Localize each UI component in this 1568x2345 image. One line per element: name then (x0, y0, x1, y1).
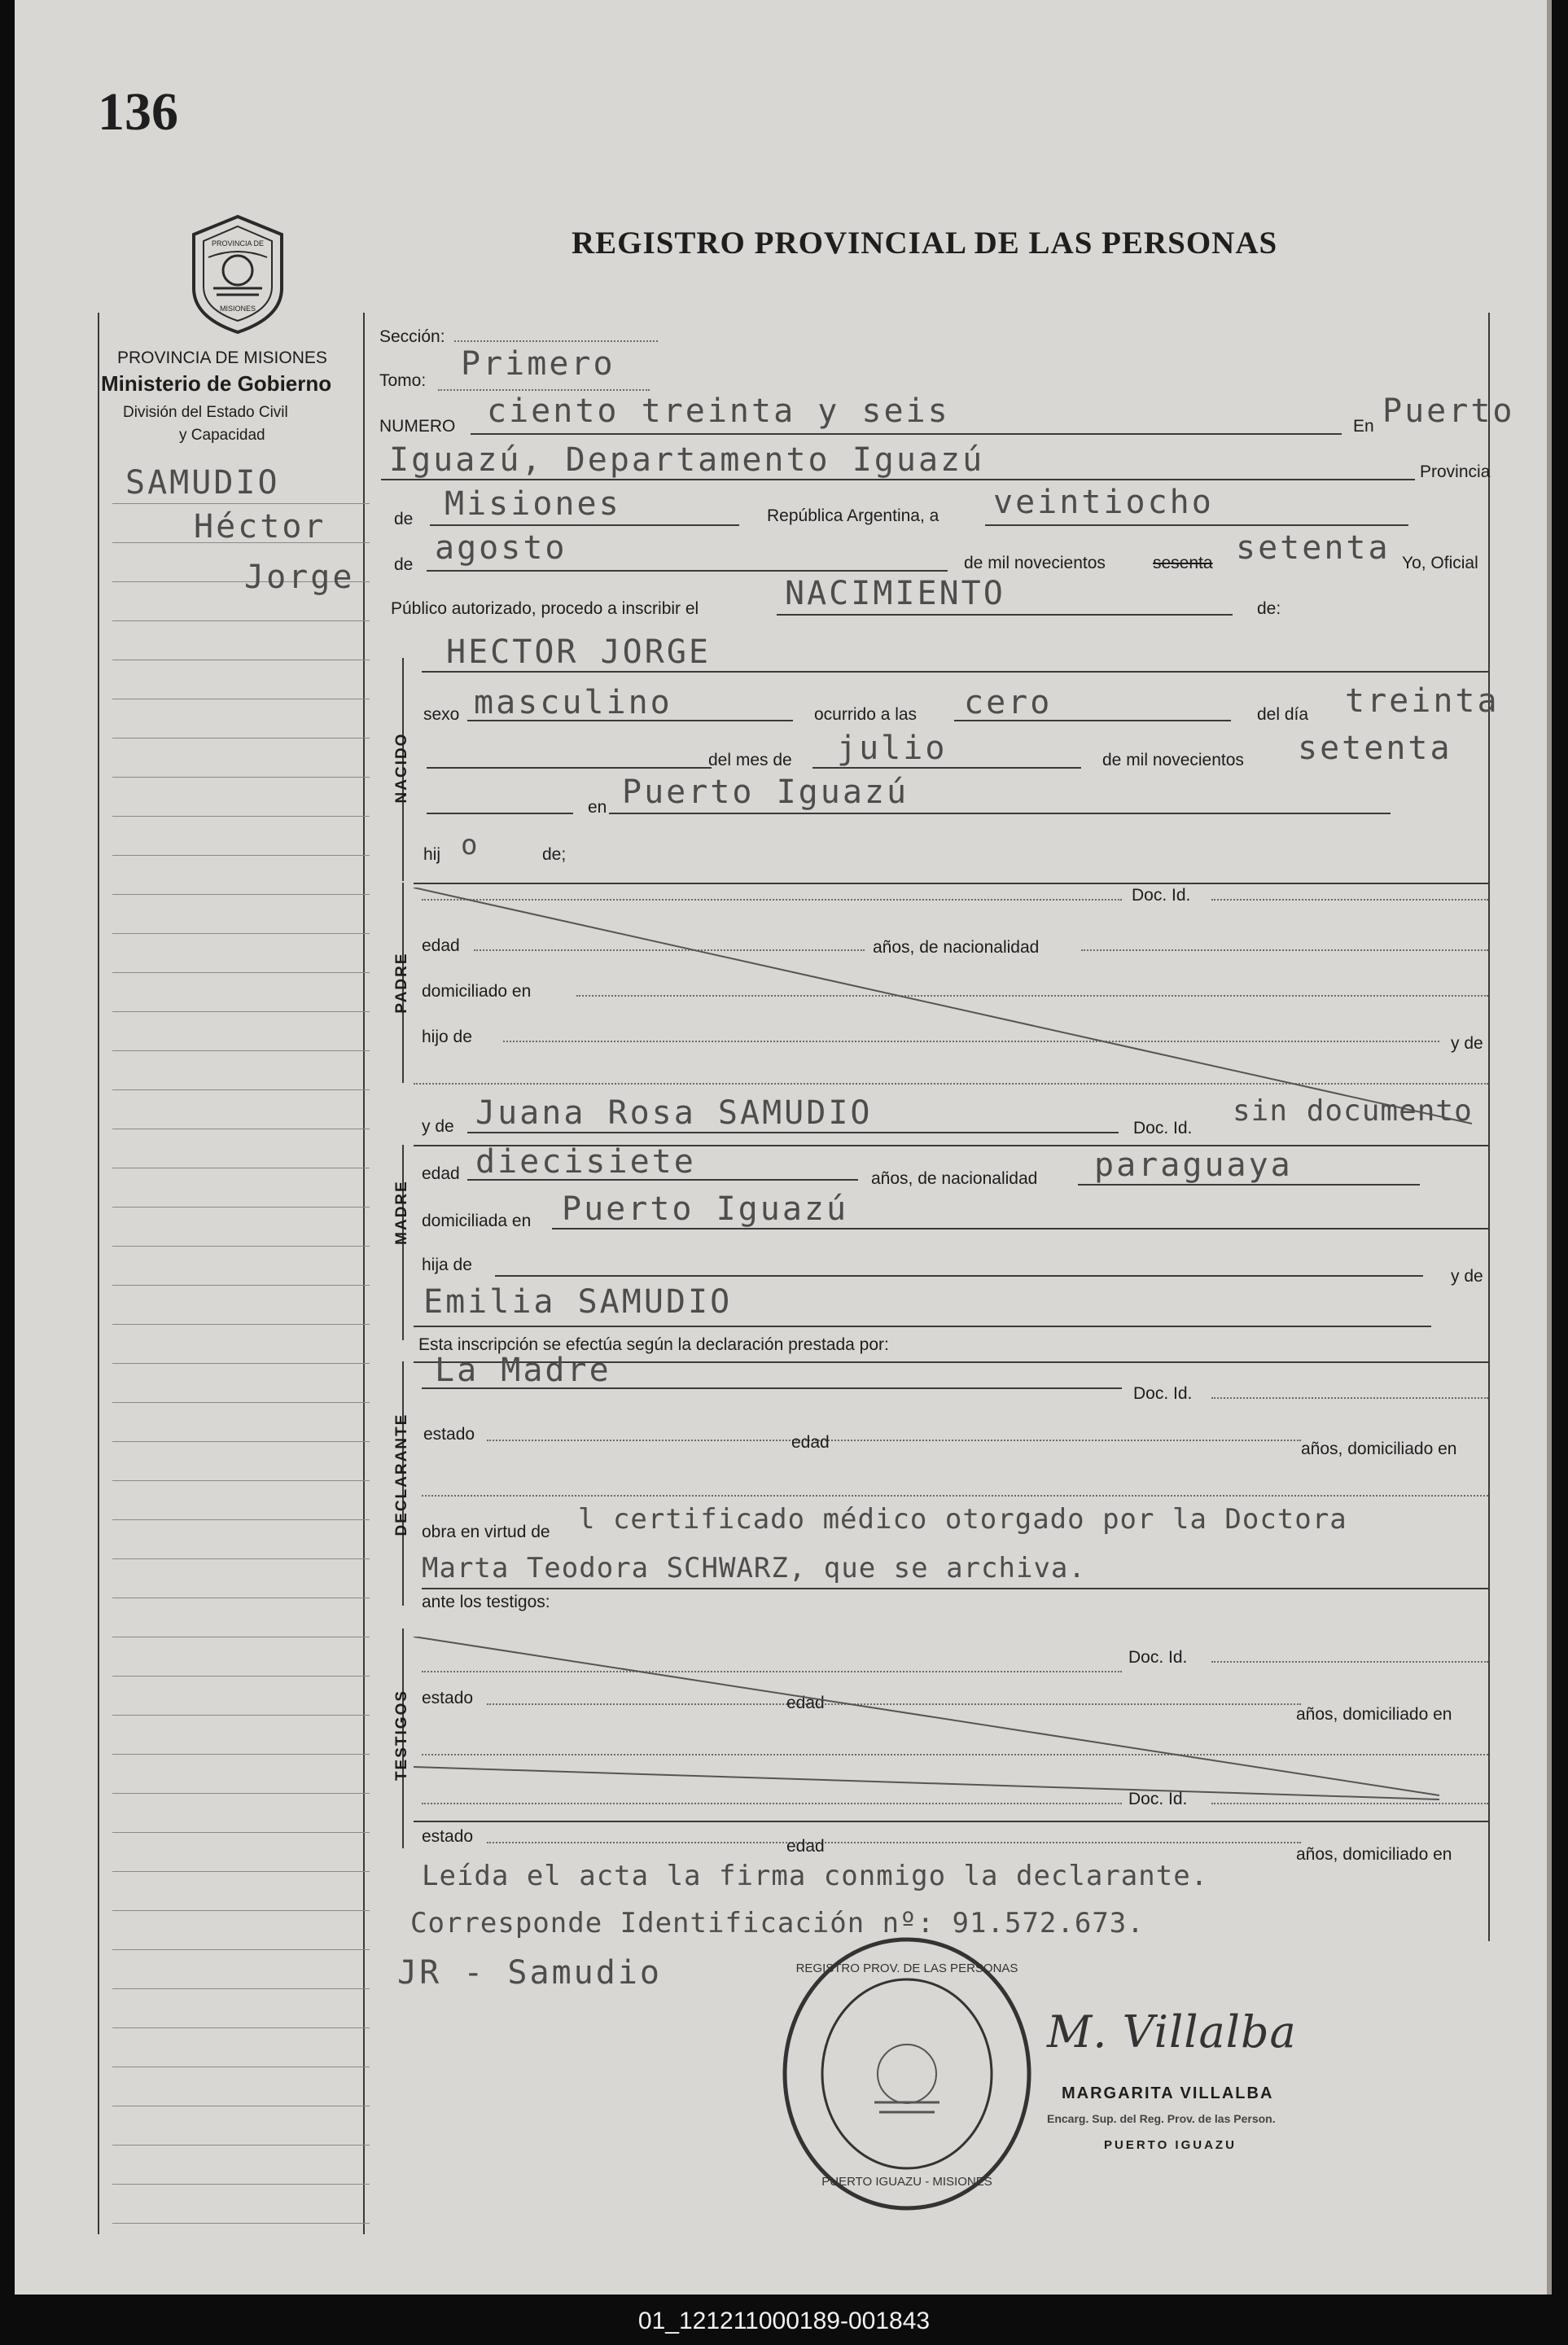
declarante-edad-label: edad (791, 1433, 830, 1452)
acto-value: NACIMIENTO (785, 575, 1005, 612)
en-value: Puerto (1382, 392, 1515, 430)
madre-edad-value: diecisiete (475, 1143, 696, 1181)
de-mil2-label: de mil novecientos (1102, 751, 1244, 769)
de-semicolon-label: de; (542, 845, 567, 864)
declarante-estado-label: estado (423, 1425, 475, 1444)
seccion-label: Sección: (379, 327, 445, 346)
lugar-value: Puerto Iguazú (622, 774, 909, 811)
esta-inscripcion-label: Esta inscripción se efectúa según la declaración prestada por: (418, 1335, 889, 1354)
testigo1-edad-label: edad (786, 1694, 825, 1712)
officer-role: Encarg. Sup. del Reg. Prov. de las Person. (1047, 2112, 1276, 2125)
testigo2-edad-label: edad (786, 1837, 825, 1856)
padre-y-de-label: y de (1451, 1034, 1483, 1053)
firma-declarante: JR - Samudio (397, 1954, 662, 1992)
seal-text-top: PROVINCIA DE (211, 239, 265, 248)
madre-nombre-value: Juana Rosa SAMUDIO (475, 1094, 873, 1132)
madre-nac-label: años, de nacionalidad (871, 1169, 1038, 1188)
testigo2-estado-label: estado (422, 1827, 474, 1846)
declarante-doc-label: Doc. Id. (1133, 1384, 1193, 1403)
label-padre: PADRE (393, 952, 410, 1014)
declarante-value: La Madre (435, 1352, 611, 1389)
margin-surname: SAMUDIO (125, 464, 280, 502)
ocurrido-label: ocurrido a las (814, 705, 918, 724)
page-title: REGISTRO PROVINCIAL DE LAS PERSONAS (572, 226, 1278, 261)
padre-hijo-de-label: hijo de (422, 1028, 472, 1046)
column-divider (363, 313, 365, 2234)
testigo1-anos-label: años, domiciliado en (1296, 1705, 1452, 1724)
leida-value: Leída el acta la firma conmigo la declarante. (422, 1860, 1209, 1892)
en2-label: en (588, 798, 607, 817)
madre-hija-de-label: hija de (422, 1256, 472, 1274)
anio-value: setenta (1298, 730, 1452, 767)
institution-line1: PROVINCIA DE MISIONES (117, 348, 327, 367)
ante-label: ante los testigos: (422, 1593, 550, 1611)
nombre-value: HECTOR JORGE (446, 633, 711, 671)
madre-y-de-label: y de (422, 1117, 454, 1136)
anio-registro-value: setenta (1236, 529, 1391, 567)
madre-domicilio-label: domiciliada en (422, 1212, 532, 1230)
right-border (1488, 313, 1490, 1941)
obra-line1-value: l certificado médico otorgado por la Doctora (578, 1503, 1347, 1536)
numero-label: NUMERO (379, 417, 456, 436)
sexo-label: sexo (423, 705, 460, 724)
republica-label: República Argentina, a (767, 506, 939, 525)
ciudad-value: Iguazú, Departamento Iguazú (389, 441, 985, 479)
numero-value: ciento treinta y seis (487, 392, 950, 430)
label-testigos: TESTIGOS (393, 1689, 410, 1782)
provincial-seal-icon (184, 213, 291, 335)
dia-registro-value: veintiocho (993, 484, 1214, 521)
madre-edad-label: edad (422, 1164, 460, 1183)
margin-second-name: Jorge (244, 559, 355, 596)
hij-suffix-value: o (461, 829, 480, 861)
madre-doc-value: sin documento (1233, 1094, 1473, 1128)
del-mes-label: del mes de (708, 751, 792, 769)
image-caption: 01_121211000189-001843 (637, 2308, 931, 2334)
madre-doc-label: Doc. Id. (1133, 1119, 1193, 1137)
abuela-value: Emilia SAMUDIO (423, 1283, 733, 1321)
obra-line2-value: Marta Teodora SCHWARZ, que se archiva. (422, 1552, 1086, 1585)
padre-edad-label: edad (422, 936, 460, 955)
registry-page (15, 0, 1552, 2295)
del-dia-label: del día (1257, 705, 1309, 724)
seal-text-bottom: MISIONES (219, 305, 256, 313)
de-mil-label: de mil novecientos (964, 554, 1106, 572)
officer-place: PUERTO IGUAZU (1104, 2138, 1237, 2152)
padre-domicilio-label: domiciliado en (422, 982, 532, 1001)
label-nacido: NACIDO (393, 732, 410, 804)
testigo2-anos-label: años, domiciliado en (1296, 1845, 1452, 1864)
mes-value: julio (837, 730, 948, 767)
institution-line2: Ministerio de Gobierno (101, 371, 332, 396)
institution-line4: y Capacidad (179, 427, 265, 444)
madre-domicilio-value: Puerto Iguazú (562, 1190, 849, 1228)
label-declarante: DECLARANTE (393, 1413, 410, 1536)
de-colon-label: de: (1257, 599, 1281, 618)
officer-signature: M. Villalba (1047, 2006, 1297, 2058)
official-stamp (777, 1931, 1037, 2216)
sexo-value: masculino (474, 684, 672, 721)
margin-first-name: Héctor (194, 508, 326, 546)
testigo2-doc-label: Doc. Id. (1128, 1790, 1188, 1808)
tomo-label: Tomo: (379, 371, 427, 390)
institution-line3: División del Estado Civil (123, 404, 288, 421)
hij-label: hij (423, 845, 441, 864)
padre-nac-label: años, de nacionalidad (873, 938, 1040, 957)
obra-label: obra en virtud de (422, 1523, 550, 1541)
testigo1-doc-label: Doc. Id. (1128, 1648, 1188, 1667)
stamp-text-outer: REGISTRO PROV. DE LAS PERSONAS (795, 1961, 1018, 1975)
madre-nac-value: paraguaya (1094, 1146, 1293, 1184)
tomo-value: Primero (461, 345, 615, 383)
dia-value: treinta (1345, 682, 1500, 720)
de2-label: de (394, 555, 414, 574)
testigo1-estado-label: estado (422, 1689, 474, 1707)
provincia-value: Misiones (445, 485, 621, 523)
label-madre: MADRE (393, 1180, 410, 1245)
hora-value: cero (964, 684, 1053, 721)
officer-name: MARGARITA VILLALBA (1062, 2084, 1274, 2102)
publico-label: Público autorizado, procedo a inscribir el (391, 599, 699, 618)
left-margin-line (98, 313, 99, 2234)
provincia-label: Provincia (1420, 462, 1491, 481)
corresponde-value: Corresponde Identificación nº: 91.572.673. (410, 1907, 1145, 1940)
padre-doc-label: Doc. Id. (1132, 886, 1191, 905)
de-label: de (394, 510, 414, 528)
yo-oficial-label: Yo, Oficial (1402, 554, 1478, 572)
declarante-anos-label: años, domiciliado en (1301, 1440, 1457, 1458)
sesenta-struck: sesenta (1153, 554, 1213, 572)
en-label: En (1353, 417, 1374, 436)
mes-registro-value: agosto (435, 529, 567, 567)
page-number: 136 (98, 82, 178, 142)
madre-y-de3-label: y de (1451, 1267, 1483, 1286)
stamp-text-bottom: PUERTO IGUAZU - MISIONES (821, 2175, 992, 2189)
